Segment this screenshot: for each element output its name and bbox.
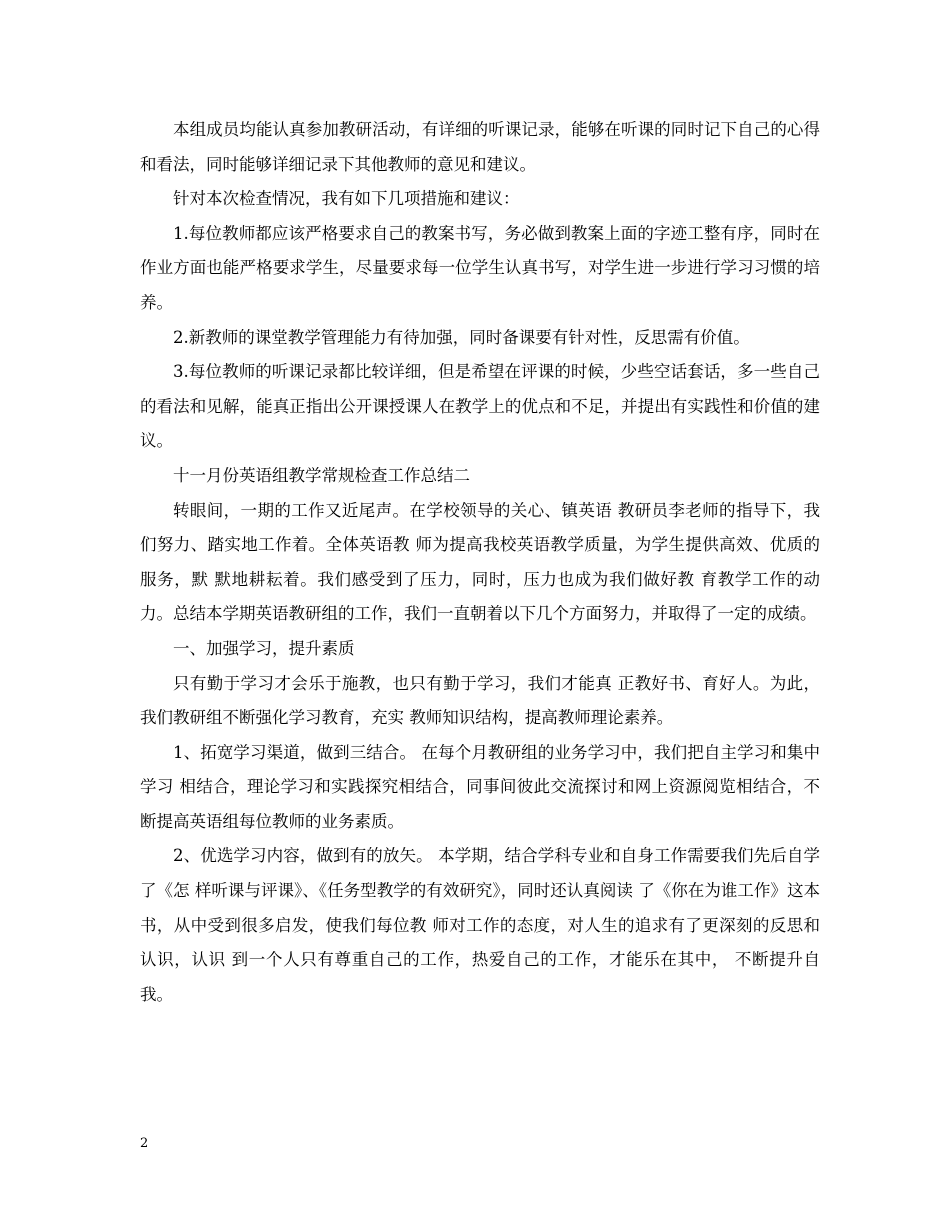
paragraph: 2、优选学习内容，做到有的放矢。 本学期，结合学科专业和自身工作需要我们先后自学了《怎 样听课与评课》、《任务型教学的有效研究》，同时还认真阅读 了《你在为谁工作》这本书，从中受到很多启发，使我们每位教 师对工作的态度，对人生的追求有了更深刻的反思和认识，认识 到一个人只有尊重自己的工作，热爱自己的工作，才能乐在其中， 不断提升自我。: [140, 846, 820, 1004]
paragraph: 3.每位教师的听课记录都比较详细，但是希望在评课的时候，少些空话套话，多一些自己的看法和见解，能真正指出公开课授课人在教学上的优点和不足，并提出有实践性和价值的建议。: [140, 362, 820, 451]
body-text: [140, 113, 820, 1012]
section-title: 十一月份英语组教学常规检查工作总结二: [173, 465, 470, 485]
paragraph: 1、拓宽学习渠道，做到三结合。 在每个月教研组的业务学习中，我们把自主学习和集中学习 相结合，理论学习和实践探究相结合，同事间彼此交流探讨和网上资源阅览相结合，不断提高英语组每位教师的业务素质。: [140, 742, 820, 831]
paragraph: 转眼间，一期的工作又近尾声。在学校领导的关心、镇英语 教研员李老师的指导下，我们努力、踏实地工作着。全体英语教 师为提高我校英语教学质量，为学生提供高效、优质的服务，默 默地耕耘着。我们感受到了压力，同时，压力也成为我们做好教 育教学工作的动力。总结本学期英语教研组的工作，我们一直朝着以下几个方面努力，并取得了一定的成绩。: [140, 500, 820, 624]
page-number: 2: [140, 1136, 149, 1151]
paragraph: 2.新教师的课堂教学管理能力有待加强，同时备课要有针对性，反思需有价值。: [173, 327, 750, 347]
paragraph: 针对本次检查情况，我有如下几项措施和建议：: [173, 189, 520, 209]
section-heading: 一、加强学习，提升素质: [173, 638, 355, 658]
paragraph: 本组成员均能认真参加教研活动，有详细的听课记录，能够在听课的同时记下自己的心得和看法，同时能够详细记录下其他教师的意见和建议。: [140, 120, 820, 174]
paragraph: 1.每位教师都应该严格要求自己的教案书写，务必做到教案上面的字迹工整有序，同时在作业方面也能严格要求学生，尽量要求每一位学生认真书写，对学生进一步进行学习习惯的培养。: [140, 223, 820, 312]
paragraph: 只有勤于学习才会乐于施教，也只有勤于学习，我们才能真 正教好书、育好人。为此，我们教研组不断强化学习教育，充实 教师知识结构，提高教师理论素养。: [140, 673, 820, 728]
